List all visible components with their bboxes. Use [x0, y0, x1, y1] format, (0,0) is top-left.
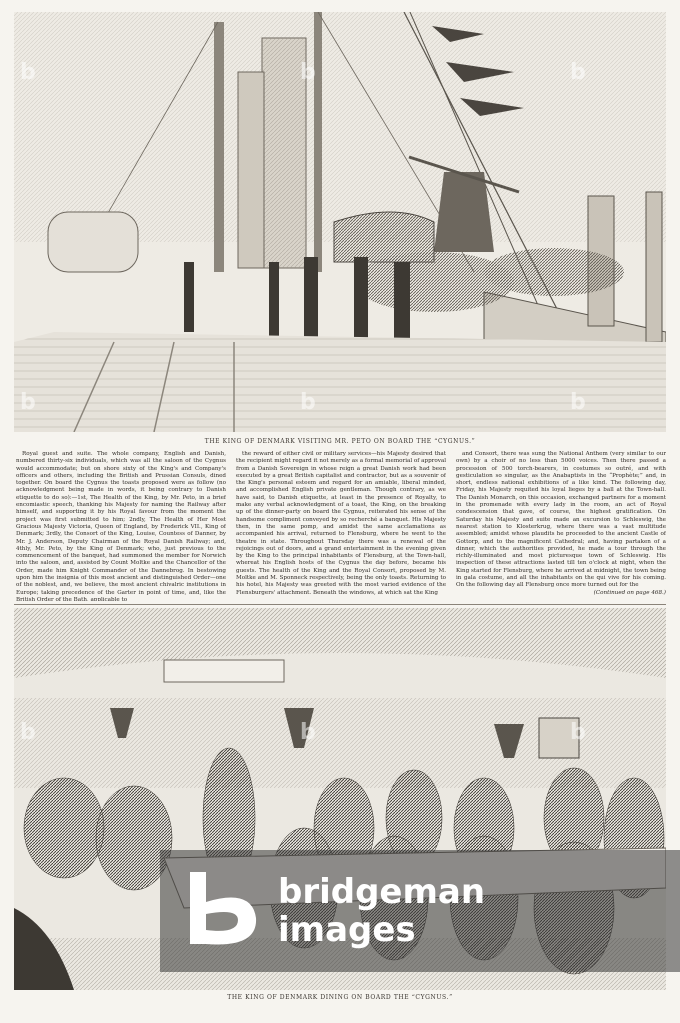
watermark-mark: b — [570, 720, 586, 745]
watermark-mark: b — [20, 390, 36, 415]
text-column-3 — [456, 451, 666, 601]
ship-deck-illustration — [14, 12, 666, 432]
bottom-caption: THE KING OF DENMARK DINING ON BOARD THE “CYGNUS.” — [227, 994, 453, 1001]
brand-line-2: images — [278, 910, 416, 950]
text-column-2 — [236, 451, 446, 601]
watermark-mark: b — [20, 60, 36, 85]
watermark-mark: b — [300, 60, 316, 85]
text-column-1 — [16, 451, 226, 601]
column-3-text: and Consort, there was sung the National Anthem (very similar to our own) by a choir of no less than 5000 voices. Then there passed a procession of 500 torch-bearers, in costumes so outré, and with gesticulation so singular, as the Anabaptists in the “Prophète;” and, in short, endless national exhibitions of a like kind. The following day, Friday, his Majesty requited his loyal lieges by a ball at the Town-hall. The Danish Monarch, on this occasion, exchanged partners for a moment in the promenade with every lady in the room, an act of Royal condescension that gave, of course, the highest gratification. On Saturday his Majesty and suite made an excursion to Schleswig, the nearest station to Klosterkrug, where there was a vast multitude assembled; amidst whose plaudits he proceeded to the ancient Castle of Gottorp, and to the magnificent Cathedral; and, having partaken of a dinner, which the authorities provided, he made a tour through the richly-illuminated and most picturesque town of Schleswig. His inspection of these attractions lasted till ten o'clock at night, when the King started for Flensburg, where he arrived at midnight, the town being in gala costume, and all the inhabitants on the qui vive for his coming. On the following day all Flensburg once more turned out for the — [456, 451, 666, 589]
bridgeman-watermark — [160, 850, 680, 972]
watermark-mark: b — [300, 390, 316, 415]
top-caption: THE KING OF DENMARK VISITING MR. PETO ON BOARD THE “CYGNUS.” — [204, 438, 476, 445]
column-2-text: the reward of either civil or military services—his Majesty desired that the recipient might regard it not merely as a formal memorial of approval from a Danish Sovereign in whose reign a great Danish work had been executed by a great British capitalist and contractor, but as a souvenir of the King's personal esteem and regard for an amiable, liberal minded, and accomplished English private gentleman. Though contrary, as we have said, to Danish etiquette, at least in the presence of Royalty, to make any verbal acknowledgment of a toast, the King, on the breaking up of the dinner-party on board the Cygnus, reiterated his sense of the handsome compliment conveyed by so recherché a banquet. His Majesty then, in the same pomp, and amidst the same acclamations as accompanied his arrival, returned to Flensburg, where he went to the theatre in state. Throughout Thursday there was a renewal of the rejoicings out of doors, and a grand entertainment in the evening given by the King to the principal inhabitants of Flensburg, at the Town-hall, whereat his English hosts of the Cygnus the day before, became his guests. The health of the King and the Royal Consort, proposed by M. Moltke and M. Sponneck respectively, being the only toasts. Returning to his hotel, his Majesty was greeted with the most varied evidence of the Flensburgers' attachment. Beneath the windows, at which sat the King — [236, 451, 446, 596]
top-engraving — [14, 12, 666, 432]
article-body — [16, 451, 666, 601]
watermark-mark: b — [570, 60, 586, 85]
bridgeman-logo-icon — [182, 868, 268, 954]
watermark-mark: b — [570, 390, 586, 415]
watermark-mark: b — [20, 720, 36, 745]
divider-rule — [14, 604, 666, 605]
watermark-mark: b — [300, 720, 316, 745]
column-1-text: Royal guest and suite. The whole company, English and Danish, numbered thirty-six individuals, which was all the saloon of the Cygnus would accommodate; but on shore sixty of the King's and Company's officers and others, including the British and Prussian Consuls, dined together. On board the Cygnus the toasts proposed were as follow (no acknowledgment being made in words, it being contrary to Danish etiquette to do so):—1st, The Health of the King, by Mr. Peto, in a brief encomiastic speech, thanking his Majesty for naming the Railway after himself, and supporting it by his Royal favour from the moment the project was first submitted to him; 2ndly, The Health of Her Most Gracious Majesty Victoria, Queen of England, by Frederick VII., King of Denmark; 3rdly, the Consort of the King, Louise, Countess of Danner, by Mr. J. Anderson, Deputy Chairman of the Royal Danish Railway; and, 4thly, Mr. Peto, by the King of Denmark; who, just previous to the commencement of the banquet, had summoned the member for Norwich into the saloon, and, assisted by Count Moltke and the Chancellor of the Order, made him Knight Commander of the Dannebrog. In bestowing upon him the insignia of this most ancient and distinguished Order—one of the noblest, and, we believe, the most ancient chivalric institutions in Europe; taking precedence of the Garter in point of time, and, like the British Order of the Bath, applicable to — [16, 451, 226, 601]
continued-note: (Continued on page 468.) — [593, 589, 666, 596]
brand-line-1: bridgeman — [278, 872, 486, 912]
bridgeman-wordmark — [278, 873, 485, 949]
